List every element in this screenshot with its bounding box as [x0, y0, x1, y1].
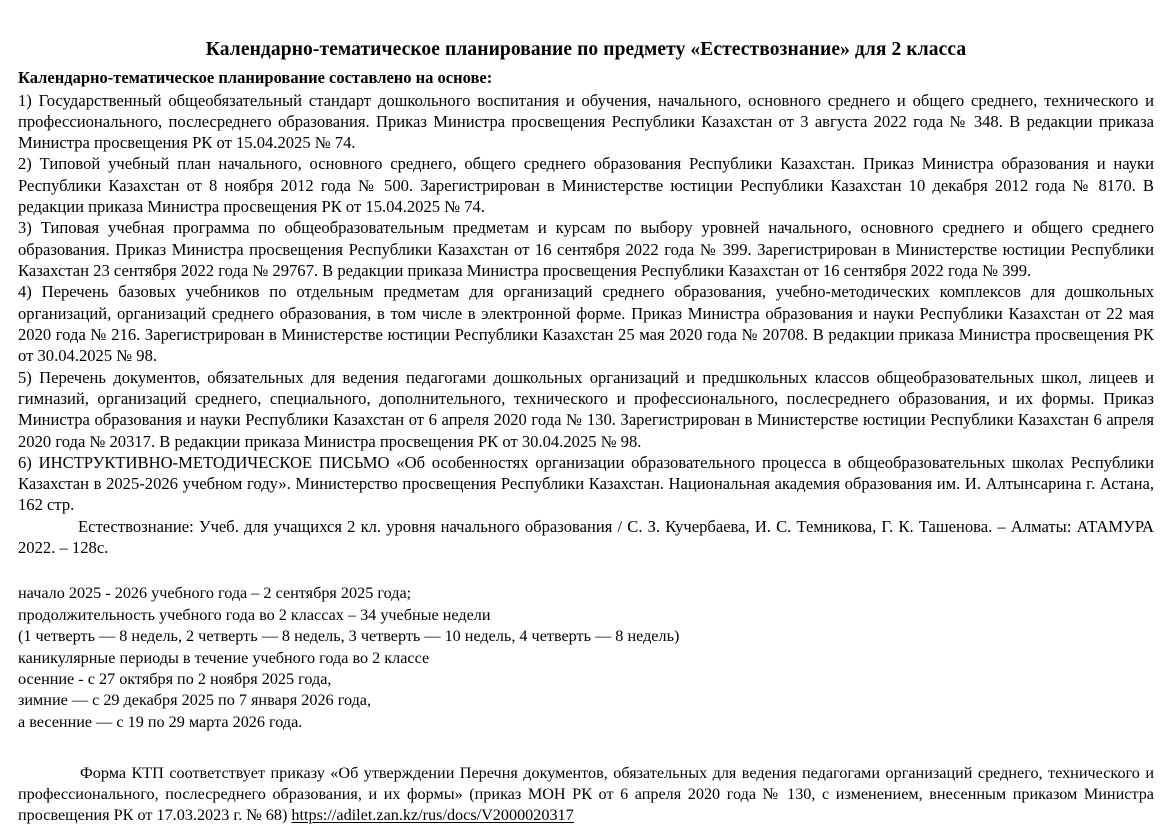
basis-item-1: 1) Государственный общеобязательный стандарт дошкольного воспитания и обучения, начального, основного среднего и общего среднего, технического и профессионального, послесреднего образования. Приказ Министра просвещения Республики Казахстан от 3 августа 2022 года № 348. В редакции приказа Министра просвещения РК от 15.04.2025 № 74.: [18, 90, 1154, 153]
ktp-form-note: [18, 763, 1154, 825]
ktp-form-note-text: Форма КТП соответствует приказу «Об утверждении Перечня документов, обязательных для ведения педагогами организаций среднего, технического и профессионального, послесреднего образования, и их формы» (приказ МОН РК от 6 апреля 2020 года № 130, с изменением, внесенным приказом Министра просвещения РК от 17.03.2023 г. № 68): [18, 764, 1154, 824]
schedule-line-winter-holidays: зимние — с 29 декабря 2025 по 7 января 2026 года,: [18, 691, 372, 710]
textbook-reference: Естествознание: Учеб. для учащихся 2 кл. уровня начального образования / С. З. Кучербаева, И. С. Темникова, Г. К. Ташенова. – Алматы: АТАМУРА 2022. – 128с.: [18, 516, 1154, 558]
page-title: Календарно-тематическое планирование по предмету «Естествознание» для 2 класса: [205, 39, 967, 60]
basis-item-6: 6) ИНСТРУКТИВНО-МЕТОДИЧЕСКОЕ ПИСЬМО «Об особенностях организации образовательного процесса в общеобразовательных школах Республики Казахстан в 2025-2026 учебном году». Министерство просвещения Республики Казахстан. Национальная академия образования им. И. Алтынсарина г. Астана, 162 стр.: [18, 452, 1154, 515]
adilet-document-link[interactable]: https://adilet.zan.kz/rus/docs/V2000020317: [291, 805, 574, 824]
basis-item-5: 5) Перечень документов, обязательных для ведения педагогами дошкольных организаций и предшкольных классов общеобразовательных школ, лицеев и гимназий, организаций среднего, специального, дополнительного, технического и профессионального, послесреднего образования, и их формы. Приказ Министра образования и науки Республики Казахстан от 6 апреля 2020 года № 130. Зарегистрирован в Министерстве юстиции Республики Казахстан 6 апреля 2020 года № 20317. В редакции приказа Министра просвещения РК от 30.04.2025 № 98.: [18, 367, 1154, 451]
basis-lead-label: Календарно-тематическое планирование составлено на основе:: [18, 68, 493, 88]
schedule-line-start: начало 2025 - 2026 учебного года – 2 сентября 2025 года;: [18, 584, 412, 603]
schedule-line-holidays-heading: каникулярные периоды в течение учебного года во 2 классе: [18, 648, 430, 667]
basis-item-2: 2) Типовой учебный план начального, основного среднего, общего среднего образования Республики Казахстан. Приказ Министра образования и науки Республики Казахстан от 8 ноября 2012 года № 500. Зарегистрирован в Министерстве юстиции Республики Казахстан 10 декабря 2012 года № 8170. В редакции приказа Министра просвещения РК от 15.04.2025 № 74.: [18, 154, 1154, 217]
basis-item-4: 4) Перечень базовых учебников по отдельным предметам для организаций среднего образования, учебно-методических комплексов для дошкольных организаций, организаций среднего образования, в том числе в электронной форме. Приказ Министра образования и науки Республики Казахстан от 22 мая 2020 года № 216. Зарегистрирован в Министерстве юстиции Республики Казахстан 25 мая 2020 года № 20708. В редакции приказа Министра просвещения РК от 30.04.2025 № 98.: [18, 282, 1154, 366]
basis-item-3: 3) Типовая учебная программа по общеобразовательным предметам и курсам по выбору уровней начального, основного среднего и общего среднего образования. Приказ Министра просвещения Республики Казахстан от 16 сентября 2022 года № 399. Зарегистрирован в Министерстве юстиции Республики Казахстан 23 сентября 2022 года № 29767. В редакции приказа Министра просвещения Республики Казахстан от 16 сентября 2022 года № 399.: [18, 218, 1154, 280]
schedule-line-spring-holidays: а весенние — с 19 по 29 марта 2026 года.: [18, 712, 303, 731]
school-year-schedule: [18, 583, 1154, 733]
schedule-line-autumn-holidays: осенние - с 27 октября по 2 ноября 2025 года,: [18, 669, 332, 688]
schedule-line-quarters: (1 четверть — 8 недель, 2 четверть — 8 недель, 3 четверть — 10 недель, 4 четверть — 8 недель): [18, 627, 680, 646]
schedule-line-duration: продолжительность учебного года во 2 классах – 34 учебные недели: [18, 605, 491, 624]
